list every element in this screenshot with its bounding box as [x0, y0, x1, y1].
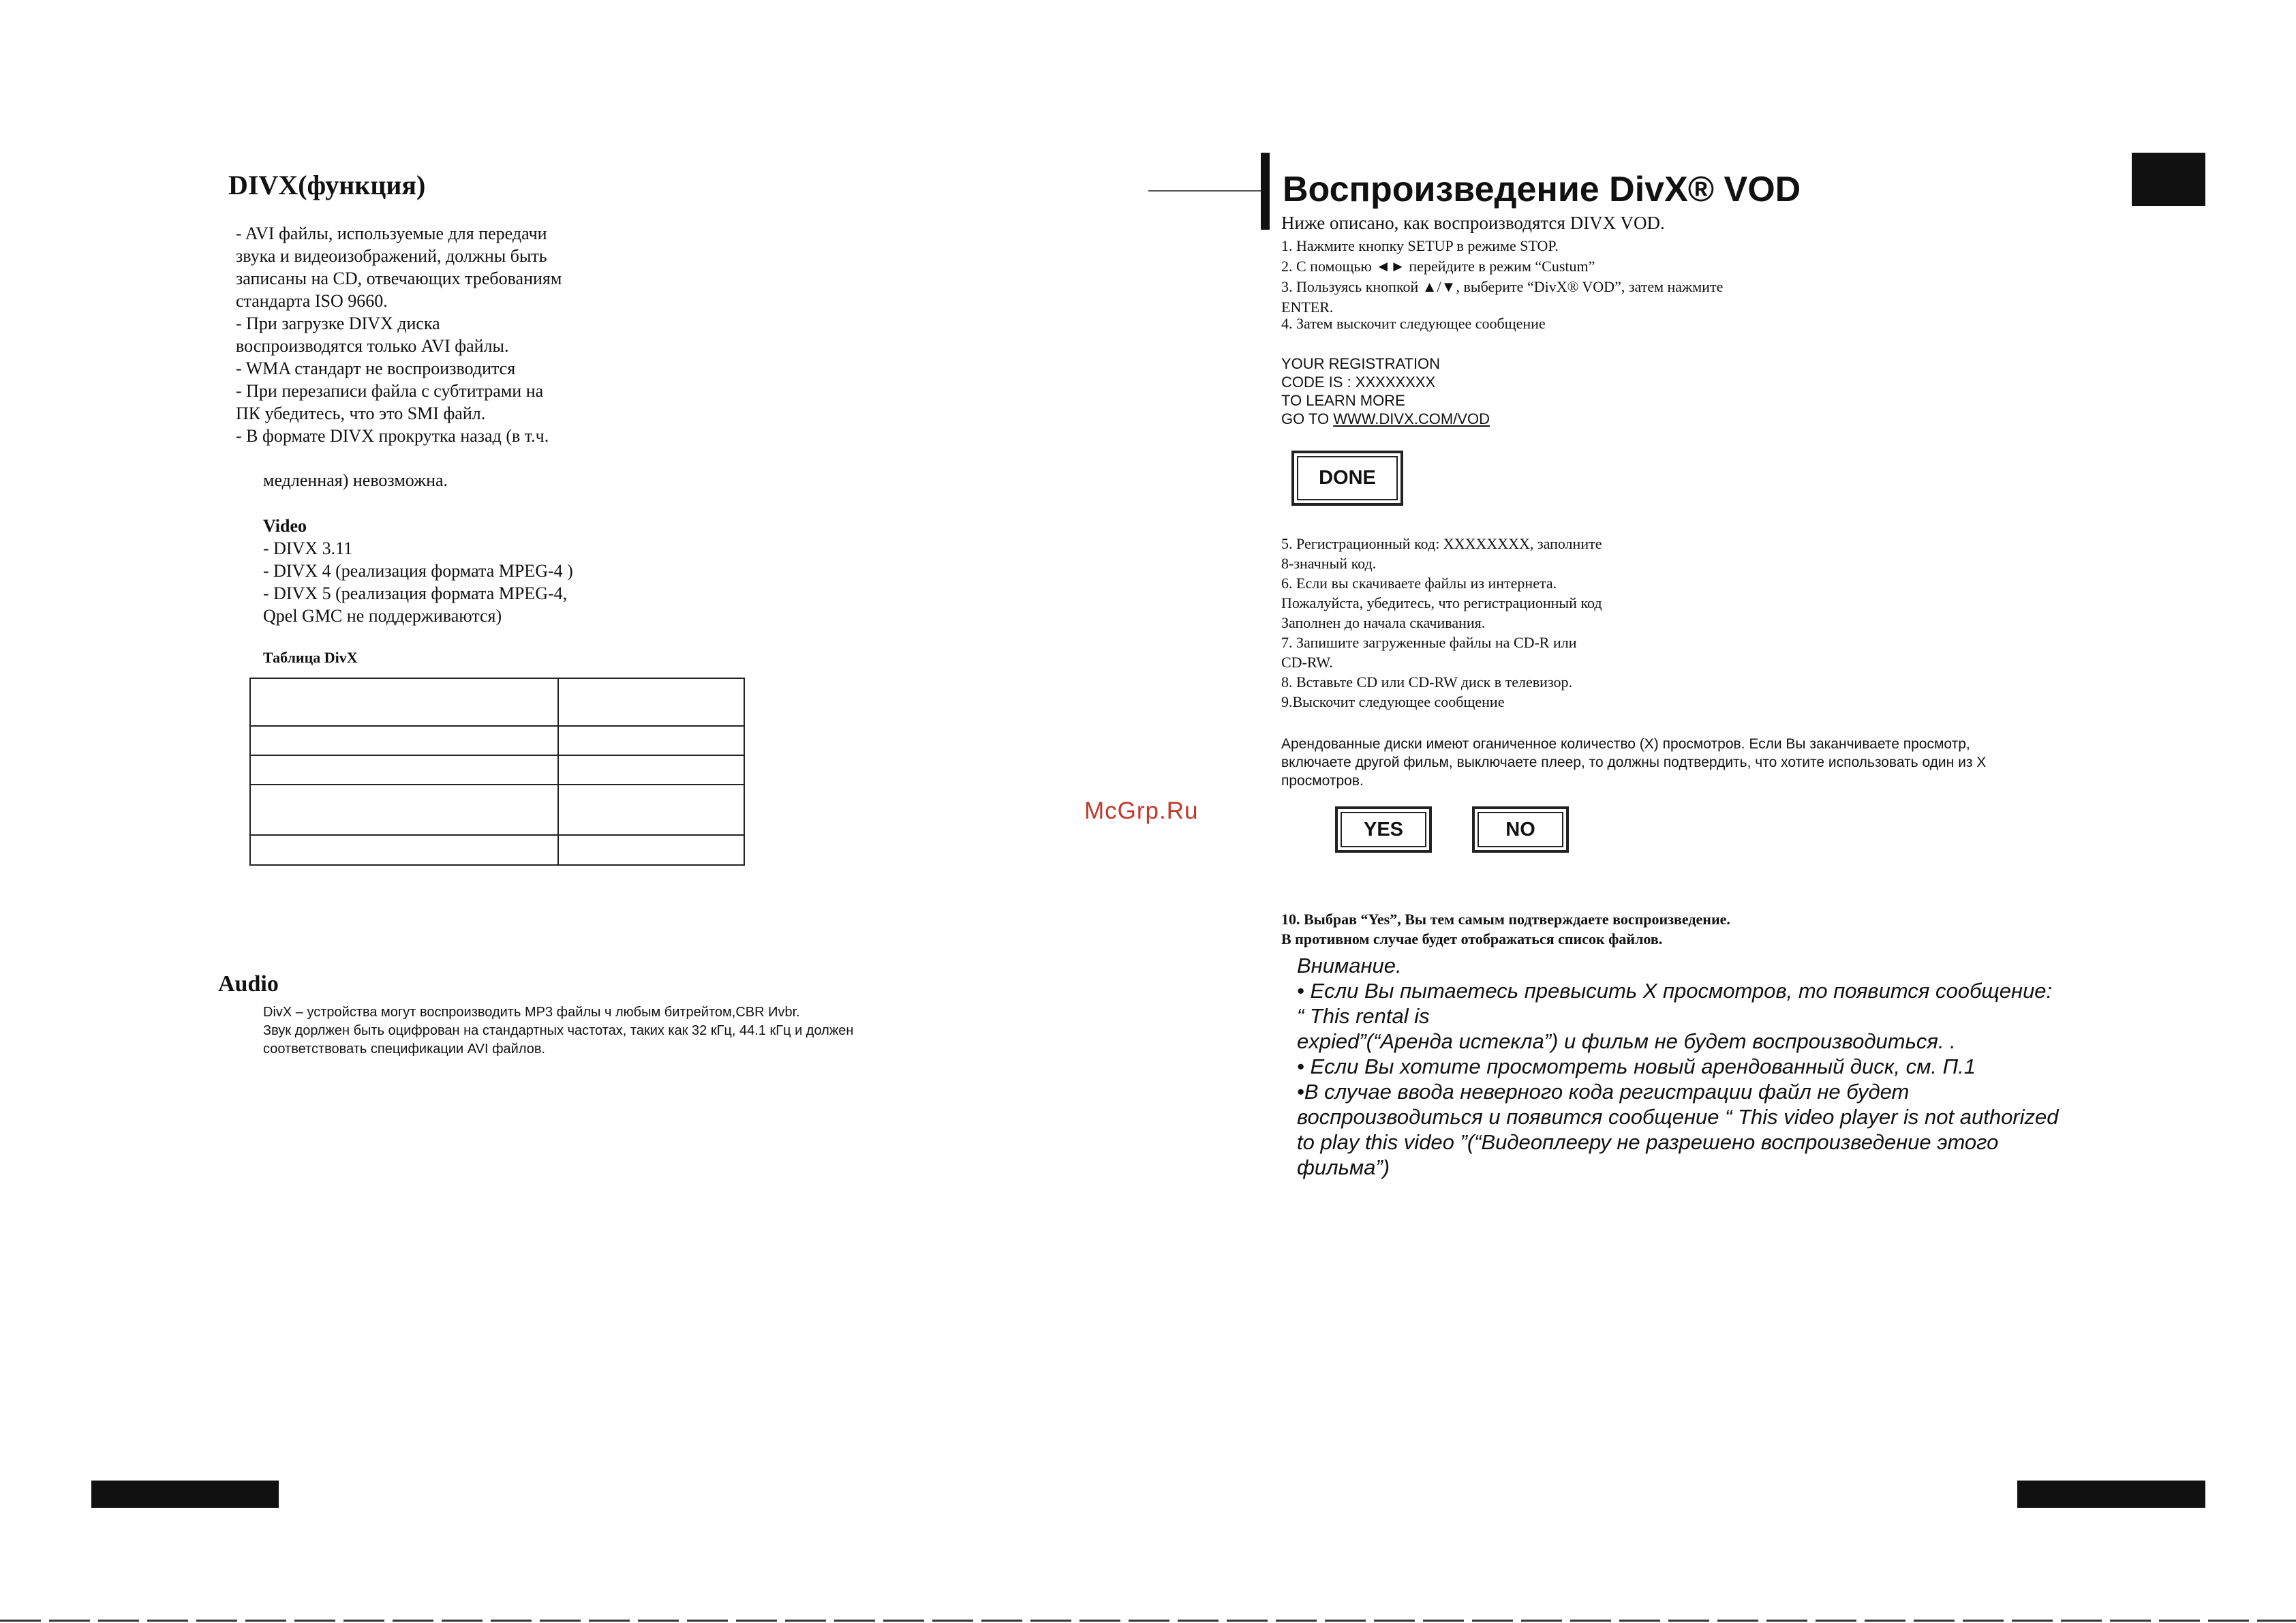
list-item: - WMA стандарт не воспроизводится	[236, 359, 516, 378]
paragraph-line: Звук дорлжен быть оцифрован на стандартных частотах, таких как 32 кГц, 44.1 кГц и должен	[263, 1023, 854, 1038]
list-item: 9.Выскочит следующее сообщение	[1281, 693, 1505, 710]
table-row	[250, 835, 744, 865]
table-cell	[250, 678, 558, 726]
audio-text	[263, 1003, 853, 1059]
steps-list	[1281, 236, 1723, 318]
title-rule	[1148, 190, 1261, 192]
table-cell	[250, 755, 558, 785]
paragraph-line: просмотров.	[1281, 773, 1364, 789]
footer-bar-right	[2017, 1481, 2205, 1508]
list-item: ПК убедитесь, что это SMI файл.	[236, 404, 486, 423]
no-button[interactable]	[1472, 806, 1569, 853]
registration-message	[1281, 354, 1490, 428]
message-line: CODE IS : XXXXXXXX	[1281, 374, 1436, 391]
corner-tab-block	[2132, 153, 2205, 206]
list-item: стандарта ISO 9660.	[236, 291, 388, 311]
divx-notes-list	[236, 222, 562, 447]
done-button[interactable]	[1291, 451, 1403, 506]
list-item: ENTER.	[1281, 299, 1334, 316]
attention-notes	[1297, 953, 2059, 1180]
paragraph-line: включаете другой фильм, выключаете плеер, то должны подтвердить, что хотите использовать один из X	[1281, 755, 1987, 770]
table-row	[250, 726, 744, 755]
message-line-prefix: GO TO	[1281, 410, 1334, 427]
video-section	[263, 515, 573, 627]
paragraph-line: В противном случае будет отображаться список файлов.	[1281, 930, 1663, 947]
list-item: - В формате DIVX прокрутка назад (в т.ч.	[236, 426, 549, 446]
list-item: 5. Регистрационный код: XXXXXXXX, заполните	[1281, 535, 1602, 552]
yes-button-label: YES	[1363, 819, 1404, 840]
list-item: 8. Вставьте CD или CD-RW диск в телевизор.	[1281, 673, 1573, 691]
list-item: 1. Нажмите кнопку SETUP в режиме STOP.	[1281, 237, 1559, 254]
list-item: 4. Затем выскочит следующее сообщение	[1281, 315, 1546, 332]
paragraph-line: соответствовать спецификации AVI файлов.	[263, 1042, 546, 1057]
list-item: воспроизводятся только AVI файлы.	[236, 336, 509, 356]
title-accent-bar	[1261, 153, 1270, 230]
divx-vod-link[interactable]: WWW.DIVX.COM/VOD	[1333, 410, 1490, 427]
list-item: Заполнен до начала скачивания.	[1281, 614, 1486, 631]
list-item: - DIVX 4 (реализация формата MPEG-4 )	[263, 561, 573, 581]
page-title-divx-function: DIVX(функция)	[228, 170, 426, 200]
list-item: звука и видеоизображений, должны быть	[236, 246, 547, 266]
table-cell	[558, 678, 744, 726]
list-item: 8-значный код.	[1281, 555, 1377, 572]
list-item: expied”(“Аренда истекла”) и фильм не будет воспроизводиться. .	[1297, 1029, 1956, 1053]
audio-heading: Audio	[218, 971, 279, 997]
list-item: - DIVX 3.11	[263, 539, 353, 558]
confirm-text	[1281, 909, 1730, 949]
list-item: • Если Вы пытаетесь превысить X просмотров, то появится сообщение:	[1297, 979, 2053, 1003]
bottom-edge-line	[0, 1620, 2296, 1622]
table-cell	[250, 835, 558, 865]
table-cell	[250, 785, 558, 835]
list-item: - DIVX 5 (реализация формата MPEG-4,	[263, 583, 568, 603]
message-line	[1281, 410, 1490, 428]
list-item: 2. С помощью ◄► перейдите в режим “Custum”	[1281, 258, 1595, 275]
table-row	[250, 755, 744, 785]
list-item: • Если Вы хотите просмотреть новый арендованный диск, см. П.1	[1297, 1055, 1976, 1078]
steps-list-continued	[1281, 534, 1602, 712]
video-heading: Video	[263, 516, 307, 536]
list-item: Qpel GMC не поддерживаются)	[263, 606, 502, 626]
no-button-label: NO	[1505, 819, 1535, 840]
list-item: •В случае ввода неверного кода регистрации файл не будет	[1297, 1080, 1910, 1104]
list-item: 3. Пользуясь кнопкой ▲/▼, выберите “DivX® VOD”, затем нажмите	[1281, 278, 1724, 295]
table-row	[250, 678, 744, 726]
table-row	[250, 785, 744, 835]
message-line: YOUR REGISTRATION	[1281, 355, 1441, 372]
yes-button[interactable]	[1335, 806, 1432, 853]
table-cell	[558, 785, 744, 835]
done-button-label: DONE	[1319, 467, 1376, 489]
divx-table-title: Таблица DivX	[263, 649, 358, 666]
message-line: TO LEARN MORE	[1281, 392, 1405, 409]
list-item: “ This rental is	[1297, 1004, 1430, 1028]
list-item: 6. Если вы скачиваете файлы из интернета.	[1281, 575, 1557, 592]
divx-table	[249, 678, 745, 866]
list-item: записаны на CD, отвечающих требованиям	[236, 269, 562, 288]
list-item: - При загрузке DIVX диска	[236, 314, 440, 333]
list-item: фильма”)	[1297, 1155, 1390, 1179]
list-item: воспроизводиться и появится сообщение “ This video player is not authorized	[1297, 1105, 2059, 1129]
watermark-text: McGrp.Ru	[1084, 798, 1199, 824]
footer-bar-left	[91, 1481, 279, 1508]
paragraph-line: 10. Выбрав “Yes”, Вы тем самым подтверждаете воспроизведение.	[1281, 911, 1730, 928]
divx-notes-continued: медленная) невозможна.	[263, 470, 448, 490]
table-cell	[250, 726, 558, 755]
list-item: to play this video ”(“Видеоплееру не разрешено воспроизведение этого	[1297, 1130, 1999, 1154]
paragraph-line: DivX – устройства могут воспроизводить MP3 файлы ч любым битрейтом,CBR Иvbr.	[263, 1005, 800, 1020]
table-cell	[558, 755, 744, 785]
list-item: - При перезаписи файла с субтитрами на	[236, 381, 544, 401]
rental-info-text	[1281, 735, 1986, 790]
list-item: Пожалуйста, убедитесь, что регистрационный код	[1281, 594, 1602, 611]
attention-heading: Внимание.	[1297, 954, 1402, 977]
list-item: 7. Запишите загруженные файлы на CD-R или	[1281, 634, 1577, 651]
list-item: - AVI файлы, используемые для передачи	[236, 224, 547, 243]
paragraph-line: Арендованные диски имеют оганиченное количество (X) просмотров. Если Вы заканчиваете просмотр,	[1281, 736, 1970, 752]
page-title-divx-vod: Воспроизведение DivX® VOD	[1283, 170, 1801, 209]
table-cell	[558, 835, 744, 865]
intro-text: Ниже описано, как воспроизводятся DIVX VOD.	[1281, 213, 1665, 233]
list-item: CD-RW.	[1281, 654, 1333, 671]
table-cell	[558, 726, 744, 755]
